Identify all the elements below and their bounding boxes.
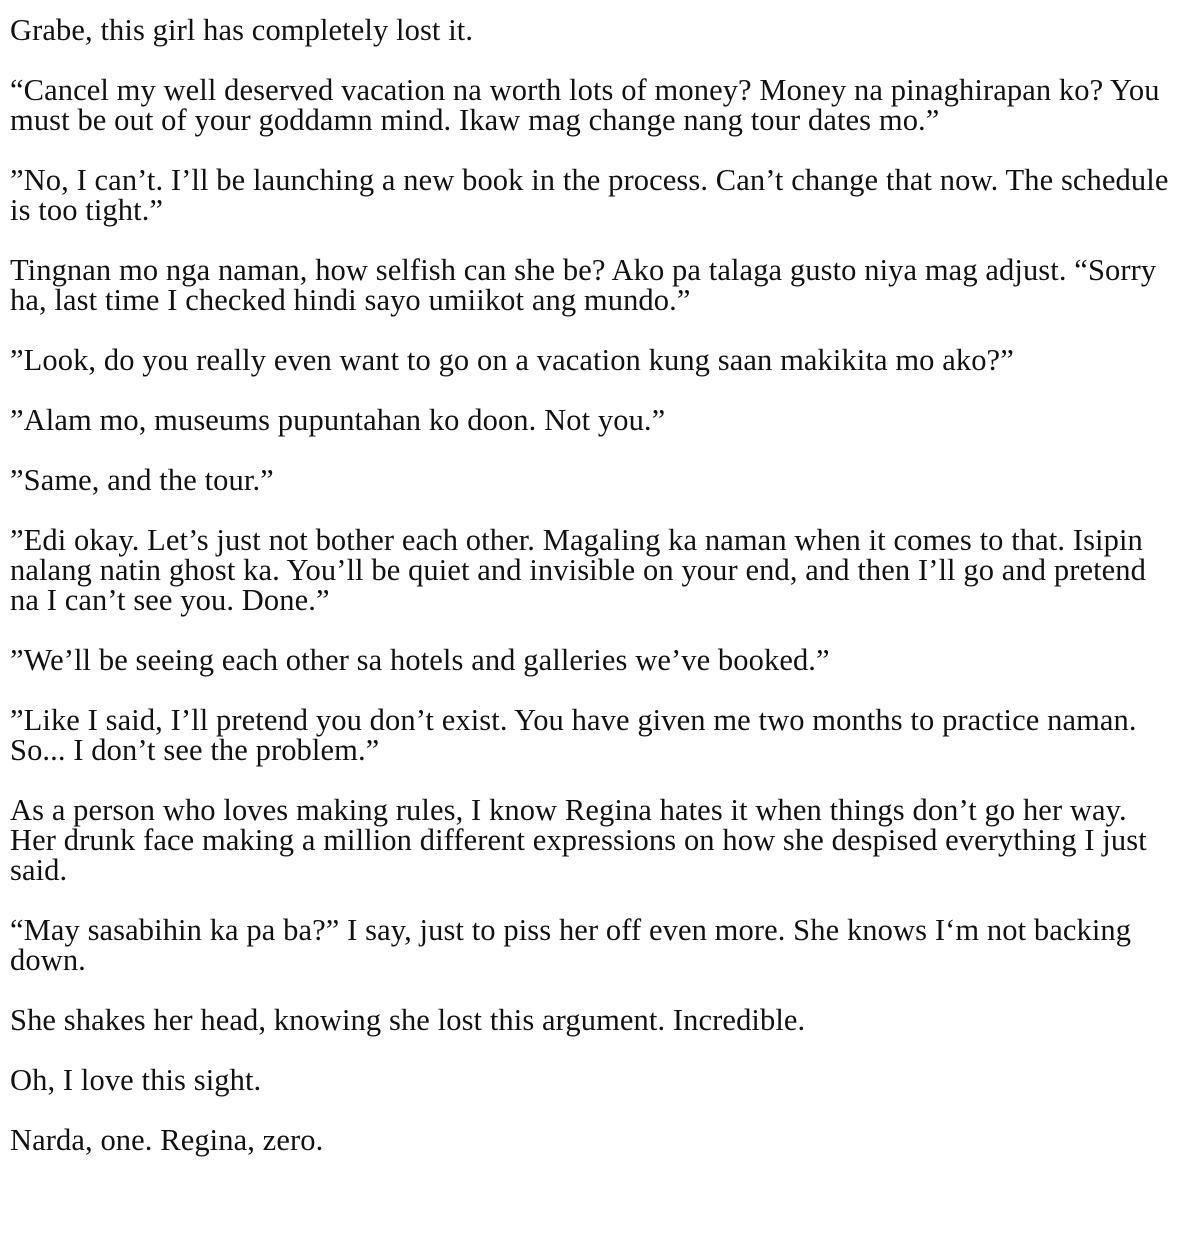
paragraph: She shakes her head, knowing she lost this argument. Incredible. [10,1003,806,1037]
paragraph: ”We’ll be seeing each other sa hotels and galleries we’ve booked.” [10,643,830,677]
paragraph: Grabe, this girl has completely lost it. [10,13,474,47]
paragraph: ”Same, and the tour.” [10,463,274,497]
paragraph: ”Look, do you really even want to go on a vacation kung saan makikita mo ako?” [10,343,1014,377]
paragraph: Oh, I love this sight. [10,1063,262,1097]
paragraph: ”Edi okay. Let’s just not bother each other. Magaling ka naman when it comes to that. Isipin nalang natin ghost ka. You’ll be quiet and invisible on your end, and then I’ll go and pretend na I can’t see you. Done.” [10,523,1146,617]
story-text-body [10,15,1170,1185]
paragraph: ”No, I can’t. I’ll be launching a new book in the process. Can’t change that now. The schedule is too tight.” [10,163,1169,227]
paragraph: Narda, one. Regina, zero. [10,1123,324,1157]
paragraph: ”Like I said, I’ll pretend you don’t exist. You have given me two months to practice naman. So... I don’t see the problem.” [10,703,1137,767]
paragraph: “May sasabihin ka pa ba?” I say, just to piss her off even more. She knows I‘m not backing down. [10,913,1132,977]
paragraph: “Cancel my well deserved vacation na worth lots of money? Money na pinaghirapan ko? You must be out of your goddamn mind. Ikaw mag change nang tour dates mo.” [10,73,1160,137]
paragraph: Tingnan mo nga naman, how selfish can she be? Ako pa talaga gusto niya mag adjust. “Sorry ha, last time I checked hindi sayo umiikot ang mundo.” [10,253,1157,317]
paragraph: As a person who loves making rules, I know Regina hates it when things don’t go her way. Her drunk face making a million different expressions on how she despised everything I just said. [10,793,1147,887]
paragraph: ”Alam mo, museums pupuntahan ko doon. Not you.” [10,403,666,437]
